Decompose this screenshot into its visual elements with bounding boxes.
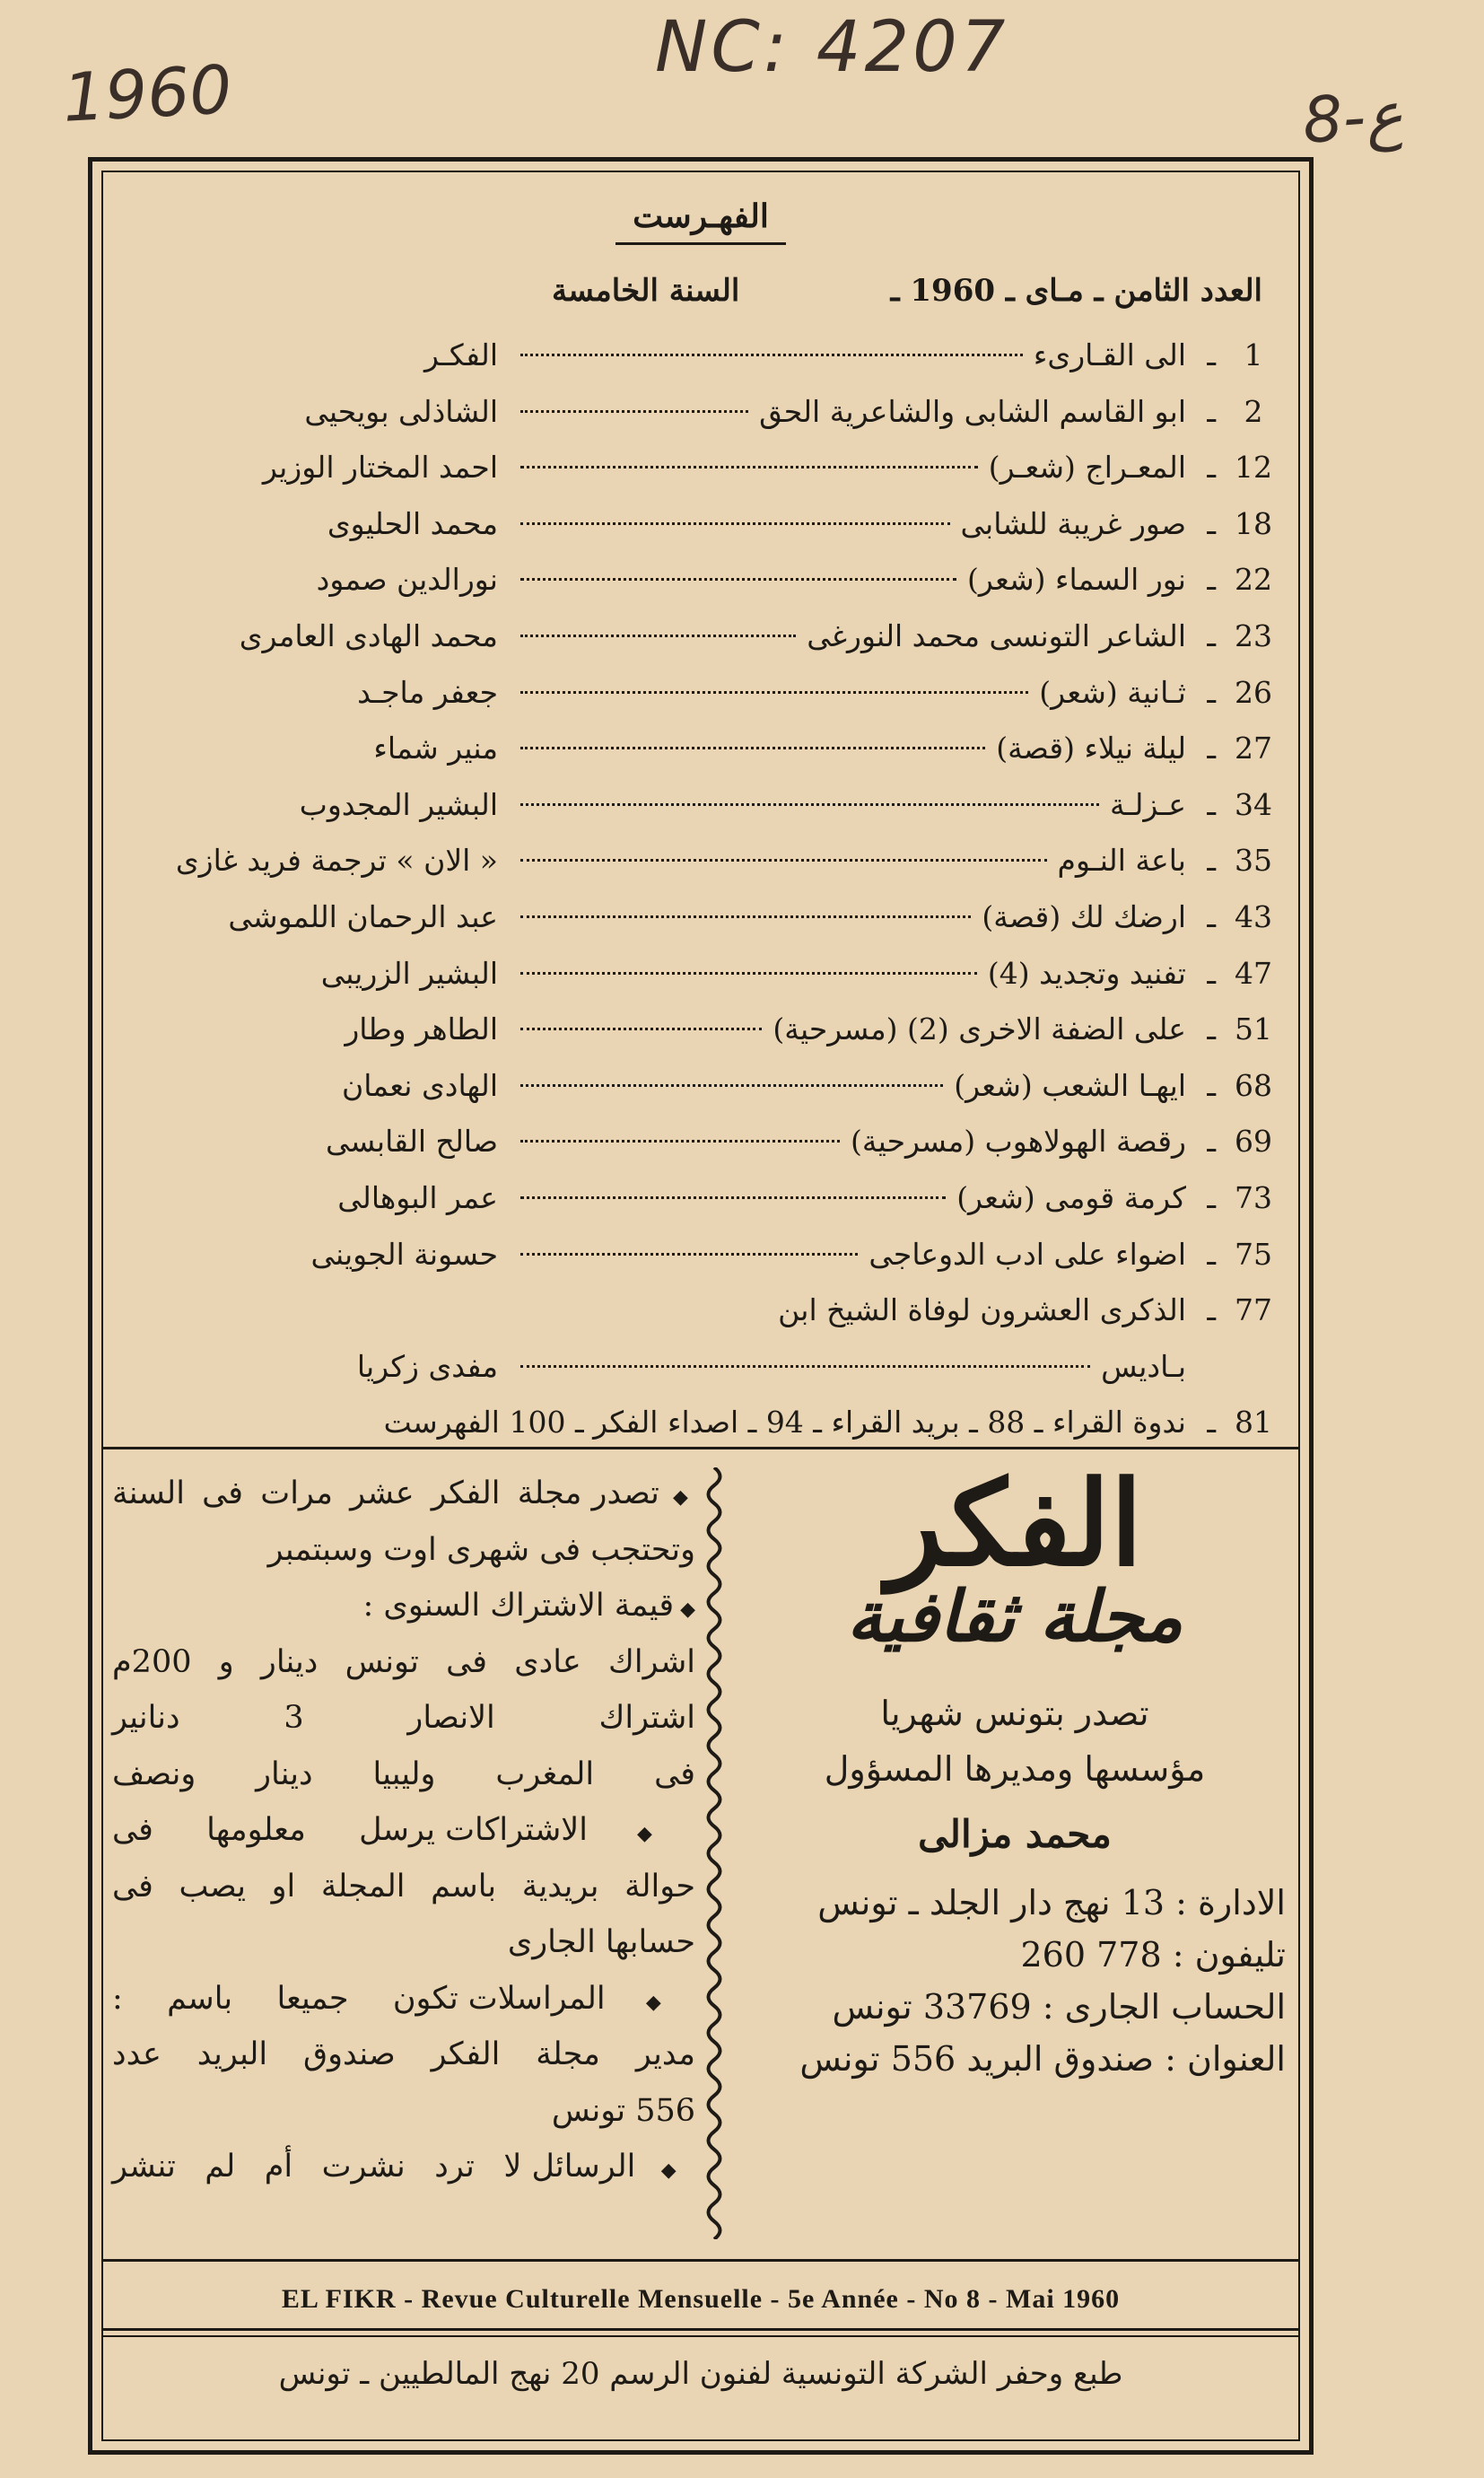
toc-page-number: 23 [1235, 617, 1272, 653]
divider [103, 2328, 1298, 2331]
handwritten-code: 8-ع [1300, 77, 1406, 158]
leader-dots [520, 1365, 1090, 1368]
toc-page-number: 68 [1235, 1067, 1272, 1103]
toc-entry-title: ندوة القراء ـ 88 ـ بريد القراء ـ 94 ـ اصداء الفكر ـ 100 الفهرست [383, 1405, 1186, 1440]
toc-entry [103, 889, 1298, 945]
toc-entry [103, 1226, 1298, 1283]
leader-dots [520, 859, 1047, 862]
toc-page-number: 2 [1244, 393, 1263, 429]
toc-page-number: 22 [1235, 562, 1272, 598]
toc-entry-author: محمد الهادى العامرى [239, 617, 498, 653]
toc-entry-title: الذكرى العشرون لوفاة الشيخ ابن [778, 1292, 1186, 1328]
toc-entry [103, 664, 1298, 721]
toc-entry [103, 776, 1298, 833]
toc-page-number: 47 [1235, 955, 1272, 991]
toc-entry-title: المعـراج (شعـر) [988, 450, 1186, 486]
subscription-info-line: حسابها الجارى [507, 1924, 695, 1960]
leader-dots [520, 1028, 762, 1030]
magazine-title: الفكر [886, 1455, 1143, 1592]
publication-note: تصدر بتونس شهريا [880, 1694, 1149, 1733]
leader-dots [520, 1084, 943, 1087]
toc-entry [103, 1113, 1298, 1169]
toc-dash: ـ [1207, 450, 1216, 486]
toc-page-number: 81 [1235, 1405, 1272, 1440]
divider [103, 2259, 1298, 2262]
toc-dash: ـ [1207, 1179, 1216, 1215]
toc-page-number: 1 [1244, 337, 1263, 372]
toc-entry [103, 608, 1298, 664]
toc-entry-author: عمر البوهالى [337, 1179, 498, 1215]
toc-dash: ـ [1207, 1067, 1216, 1103]
toc-entry-title: ليلة نيلاء (قصة) [996, 731, 1186, 766]
toc-entry [103, 495, 1298, 552]
subscription-info-line: ◆ الرسائل لا ترد نشرت أم لم تنشر [112, 2139, 695, 2195]
toc-page-number: 77 [1235, 1292, 1272, 1328]
subscription-info-line: 556 تونس [551, 2092, 695, 2129]
toc-entry-author: نورالدين صمود [316, 562, 498, 598]
info-section [103, 1449, 1298, 2262]
toc-entry-author: « الان » ترجمة فريد غازى [175, 843, 498, 879]
toc-entry-title: بـاديس [1101, 1348, 1186, 1384]
toc-entry-author: البشير الزريبى [320, 955, 498, 991]
toc-entry [103, 1057, 1298, 1114]
toc-entry [103, 1001, 1298, 1057]
toc-dash: ـ [1207, 955, 1216, 991]
toc-entry [103, 720, 1298, 776]
toc-entry-title: الشاعر التونسى محمد النورغى [807, 617, 1186, 653]
leader-dots [520, 915, 971, 918]
wavy-divider [699, 1467, 729, 2239]
toc-page-number: 73 [1235, 1179, 1272, 1215]
leader-dots [520, 691, 1028, 694]
leader-dots [520, 466, 978, 468]
toc-entry [103, 945, 1298, 1002]
toc-entry [103, 1394, 1298, 1450]
toc-entry-title: اضواء على ادب الدوعاجى [869, 1236, 1186, 1272]
toc-entry-title: كرمة قومى (شعر) [956, 1179, 1186, 1215]
toc-entry-author: مفدى زكريا [356, 1348, 498, 1384]
toc-entry-author: عبد الرحمان اللموشى [228, 898, 498, 934]
toc-entry [103, 383, 1298, 440]
leader-dots [520, 578, 956, 581]
toc-entry-author: صالح القابسى [325, 1124, 498, 1160]
leader-dots [520, 410, 748, 413]
toc-dash: ـ [1207, 898, 1216, 934]
toc-page-number: 27 [1235, 731, 1272, 766]
toc-entry-title: تفنيد وتجديد (4) [987, 955, 1186, 991]
toc-entry-title: صور غريبة للشابى [960, 505, 1186, 541]
phone-number: تليفون : 778 260 [1020, 1935, 1286, 1975]
table-of-contents [103, 327, 1298, 1450]
leader-dots [520, 1140, 840, 1143]
handwritten-accession: NC: 4207 [655, 7, 1009, 88]
subscription-info [112, 1466, 695, 2195]
toc-entry-author: الطاهر وطار [345, 1011, 498, 1047]
page-frame-inner [101, 171, 1300, 2441]
toc-dash: ـ [1207, 562, 1216, 598]
toc-entry-author: محمد الحليوى [327, 505, 498, 541]
toc-entry-title: رقصة الهولاهوب (مسرحية) [851, 1124, 1186, 1160]
printer-footer: طبع وحفر الشركة التونسية لفنون الرسم 20 نهج المالطيين ـ تونس [278, 2356, 1123, 2392]
leader-dots [520, 1253, 858, 1256]
toc-dash: ـ [1207, 786, 1216, 822]
toc-entry-title: الى القـارىء [1033, 337, 1186, 372]
subscription-info-line: فى المغرب وليبيا دينار ونصف [112, 1756, 695, 1792]
subscription-info-line: حوالة بريدية باسم المجلة او يصب فى [112, 1868, 695, 1904]
toc-entry [103, 832, 1298, 889]
subscription-info-line: ◆ المراسلات تكون جميعا باسم : [112, 1971, 695, 2027]
toc-dash: ـ [1207, 1124, 1216, 1160]
subscription-info-line: اشتراك الانصار 3 دنانير [112, 1700, 696, 1736]
current-account: الحساب الجارى : 33769 تونس [832, 1987, 1286, 2027]
toc-dash: ـ [1207, 393, 1216, 429]
toc-entry-title: ارضك لك (قصة) [982, 898, 1186, 934]
toc-page-number: 12 [1235, 450, 1272, 486]
toc-page-number: 18 [1235, 505, 1272, 541]
toc-dash: ـ [1207, 505, 1216, 541]
toc-dash: ـ [1207, 731, 1216, 766]
toc-entry [103, 551, 1298, 608]
leader-dots [520, 635, 796, 637]
toc-page-number: 26 [1235, 674, 1272, 710]
toc-entry [103, 1282, 1298, 1338]
toc-dash: ـ [1207, 843, 1216, 879]
toc-entry [103, 1169, 1298, 1226]
toc-entry-author: جعفر ماجـد [357, 674, 498, 710]
toc-page-number: 34 [1235, 786, 1272, 822]
toc-page-number: 35 [1235, 843, 1272, 879]
leader-dots [520, 354, 1023, 356]
toc-dash: ـ [1207, 617, 1216, 653]
founder-label: مؤسسها ومديرها المسؤول [824, 1749, 1206, 1789]
postal-address: العنوان : صندوق البريد 556 تونس [799, 2039, 1286, 2079]
toc-dash: ـ [1207, 1405, 1216, 1440]
toc-entry-title: ثـانية (شعر) [1039, 674, 1186, 710]
issue-year-label: السنة الخامسة [552, 273, 740, 309]
toc-entry [103, 1338, 1298, 1395]
leader-dots [520, 747, 985, 749]
toc-page-number: 69 [1235, 1124, 1272, 1160]
toc-page-number: 51 [1235, 1011, 1272, 1047]
toc-entry-title: باعة النـوم [1057, 843, 1186, 879]
toc-dash: ـ [1207, 1292, 1216, 1328]
leader-dots [520, 522, 950, 525]
leader-dots [520, 972, 977, 975]
page-frame [88, 157, 1314, 2455]
french-footer: EL FIKR - Revue Culturelle Mensuelle - 5e Année - No 8 - Mai 1960 [281, 2284, 1121, 2314]
magazine-subtitle: مجلة ثقافية [846, 1576, 1183, 1658]
subscription-info-line: ◆ الاشتراكات يرسل معلومها فى [112, 1802, 695, 1859]
toc-entry-author: حسونة الجوينى [310, 1236, 498, 1272]
toc-entry-author: الشاذلى بويحيى [304, 393, 498, 429]
subscription-info-line: اشراك عادى فى تونس دينار و 200م [112, 1643, 695, 1680]
toc-page-number: 43 [1235, 898, 1272, 934]
subscription-info-line: مدير مجلة الفكر صندوق البريد عدد [112, 2036, 695, 2072]
toc-entry-title: ابو القاسم الشابى والشاعرية الحق [759, 393, 1186, 429]
subscription-info-line: ◆ تصدر مجلة الفكر عشر مرات فى السنة [112, 1466, 695, 1522]
toc-entry-title: على الضفة الاخرى (2) (مسرحية) [773, 1011, 1186, 1047]
toc-dash: ـ [1207, 1236, 1216, 1272]
toc-entry-author: منير شماء [373, 731, 498, 766]
toc-title: الفهـرست [103, 197, 1298, 245]
toc-entry-title: ايهـا الشعب (شعر) [954, 1067, 1186, 1103]
toc-entry-title: عـزلـة [1110, 786, 1186, 822]
admin-address: الادارة : 13 نهج دار الجلد ـ تونس [817, 1883, 1286, 1922]
leader-dots [520, 803, 1099, 806]
handwritten-year: 1960 [60, 51, 234, 137]
toc-entry-author: الفكـر [423, 337, 498, 372]
toc-entry [103, 327, 1298, 383]
toc-entry-author: البشير المجدوب [299, 786, 498, 822]
toc-dash: ـ [1207, 674, 1216, 710]
subscription-info-line: وتحتجب فى شهرى اوت وسبتمبر [267, 1531, 695, 1568]
founder-name: محمد مزالى [918, 1812, 1112, 1856]
toc-entry [103, 439, 1298, 495]
toc-dash: ـ [1207, 1011, 1216, 1047]
issue-number-date: العدد الثامن ـ مـاى ـ 1960 ـ [890, 273, 1262, 309]
subscription-info-line: ◆ قيمة الاشتراك السنوى : [112, 1578, 695, 1634]
divider [103, 2335, 1298, 2337]
toc-entry-title: نور السماء (شعر) [967, 562, 1186, 598]
toc-entry-author: الهادى نعمان [342, 1067, 498, 1103]
leader-dots [520, 1196, 946, 1199]
toc-page-number: 75 [1235, 1236, 1272, 1272]
toc-entry-author: احمد المختار الوزير [262, 450, 498, 486]
masthead [740, 1449, 1289, 2079]
toc-dash: ـ [1207, 337, 1216, 372]
